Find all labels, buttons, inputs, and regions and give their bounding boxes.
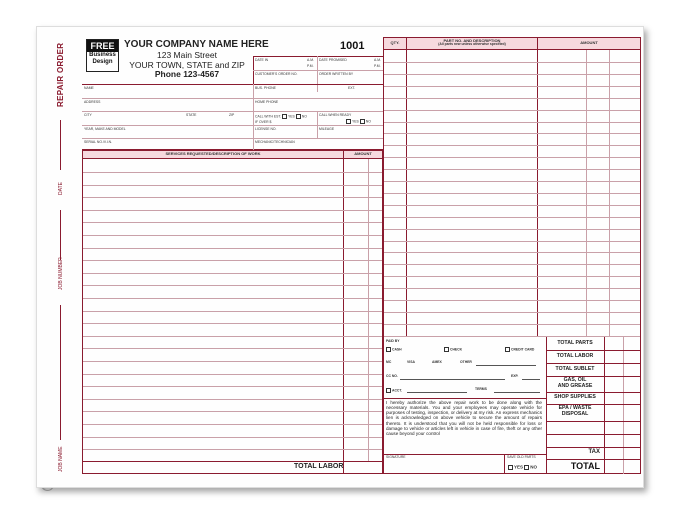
signature-label: SIGNATURE — [386, 455, 406, 459]
company-city-state: YOUR TOWN, STATE and ZIP — [129, 59, 245, 70]
services-row-line — [83, 298, 382, 299]
totals-line — [546, 447, 604, 448]
parts-table — [383, 37, 641, 337]
epa-line1: EPA / WASTE — [558, 405, 592, 411]
parts-row-line — [384, 300, 640, 301]
save-parts-divider — [504, 454, 505, 474]
call-ready-yes-checkbox[interactable] — [346, 119, 351, 124]
name-label: NAME — [84, 86, 94, 90]
parts-row-line — [384, 110, 640, 111]
terms-line — [494, 392, 540, 393]
credit-card-checkbox[interactable] — [505, 347, 510, 352]
totals-value-line — [604, 459, 640, 460]
ext-label: EXT. — [348, 86, 356, 90]
no-text-2: NO — [365, 119, 371, 124]
total-parts-label: TOTAL PARTS — [557, 340, 593, 346]
credit-card-option — [505, 347, 534, 352]
services-row-line — [83, 374, 382, 375]
parts-row-line — [384, 181, 640, 182]
services-header: SERVICES REQUESTED/DESCRIPTION OF WORK — [83, 151, 343, 159]
grid-line — [82, 111, 383, 112]
no-text: NO — [301, 114, 307, 119]
job-number-side-line — [60, 210, 61, 260]
epa-line2: DISPOSAL — [561, 410, 589, 417]
call-when-ready-label: CALL WHEN READY — [319, 113, 352, 117]
auth-divider — [383, 398, 546, 399]
terms-label: TERMS — [475, 387, 487, 391]
call-est-no-checkbox[interactable] — [296, 114, 301, 119]
visa-label: VISA — [407, 360, 415, 364]
services-row-line — [83, 323, 382, 324]
parts-row-line — [384, 324, 640, 325]
grid-line — [82, 125, 383, 126]
job-name-side-line — [60, 305, 61, 440]
date-in-label: DATE IN — [255, 58, 269, 62]
services-row-line — [83, 311, 382, 312]
call-with-est-text: CALL WITH EST. — [255, 114, 282, 119]
totals-value-line — [604, 421, 640, 422]
parts-row-line — [384, 145, 640, 146]
bus-phone-label: BUS. PHONE — [255, 86, 276, 90]
grid-line — [82, 84, 383, 85]
parts-row-line — [384, 312, 640, 313]
services-row-line — [83, 386, 382, 387]
call-with-est-label — [255, 114, 307, 119]
save-yes-text: YES — [514, 464, 524, 470]
address-label: ADDRESS — [84, 100, 101, 104]
logo-business: Business — [89, 52, 116, 58]
parts-row-line — [384, 264, 640, 265]
parts-qty-divider — [406, 38, 407, 336]
amex-label: AMEX — [432, 360, 442, 364]
totals-cents-divider — [623, 337, 624, 474]
order-written-by-label: ORDER WRITTEN BY — [319, 72, 354, 76]
mechanic-label: MECHANIC/TECHNICIAN — [255, 140, 295, 144]
pm-label: P.M. — [307, 64, 314, 68]
parts-row-line — [384, 86, 640, 87]
parts-row-line — [384, 169, 640, 170]
services-amount-header: AMOUNT — [344, 151, 382, 159]
city-label: CITY — [84, 113, 92, 117]
check-option — [444, 347, 462, 352]
mc-label: MC — [386, 360, 392, 364]
gas-oil-line2: AND GREASE — [557, 382, 593, 389]
logo-free: FREE — [87, 40, 118, 52]
pm-label-2: P.M. — [374, 64, 381, 68]
gas-oil-line1: GAS, OIL — [563, 377, 587, 383]
exp-label: EXP. — [511, 374, 519, 378]
parts-row-line — [384, 276, 640, 277]
customer-order-no-label: CUSTOMER'S ORDER NO. — [255, 72, 298, 76]
totals-value-line — [604, 376, 640, 377]
parts-row-line — [384, 74, 640, 75]
totals-value-line — [604, 392, 640, 393]
services-row-line — [83, 235, 382, 236]
services-row-line — [83, 248, 382, 249]
parts-row-line — [384, 217, 640, 218]
parts-amount-header: AMOUNT — [538, 38, 640, 50]
logo-design: Design — [92, 59, 113, 65]
grid-line — [317, 56, 318, 92]
home-phone-label: HOME PHONE — [255, 100, 279, 104]
tax-label: TAX — [588, 449, 600, 455]
shop-supplies-label: SHOP SUPPLIES — [554, 394, 596, 400]
cc-no-label: CC NO. — [386, 374, 398, 378]
parts-row-line — [384, 122, 640, 123]
company-name: YOUR COMPANY NAME HERE — [124, 39, 269, 50]
license-no-label: LICENSE NO. — [255, 127, 277, 131]
grand-total-label: TOTAL — [570, 461, 600, 471]
epa-waste-label — [546, 406, 604, 417]
year-make-model-label: YEAR, MAKE AND MODEL — [84, 127, 126, 131]
parts-row-line — [384, 193, 640, 194]
date-side-line — [60, 120, 61, 170]
parts-row-line — [384, 133, 640, 134]
services-row-line — [83, 185, 382, 186]
form-number: 1001 — [340, 40, 365, 52]
grid-line — [317, 111, 318, 138]
parts-row-line — [384, 157, 640, 158]
services-total-line — [82, 461, 383, 462]
am-label-2: A.M. — [374, 58, 381, 62]
grid-line — [253, 84, 254, 150]
grid-line — [82, 138, 383, 139]
services-row-line — [83, 197, 382, 198]
call-ready-options — [346, 119, 371, 124]
exp-line — [522, 379, 540, 380]
parts-header-title: PART NO. AND DESCRIPTION — [443, 38, 501, 43]
services-row-line — [83, 449, 382, 450]
zip-label: ZIP — [229, 113, 235, 117]
authorization-text: I hereby authorize the above repair work to be done along with the necessary materials. You and your employees may operate vehicle for purposes of testing, inspection, or delivery at my risk. An express mechanics lien is acknowledged on above vehicle to secure the amount of repairs thereto. It is understood that you will not be held responsible for loss or damage to vehicle or articles left in vehicle in case of fire, theft or any other cause beyond your control — [386, 400, 542, 436]
services-row-line — [83, 210, 382, 211]
services-row-line — [83, 172, 382, 173]
parts-header-subtitle: (All parts new unless otherwise specified) — [438, 42, 506, 47]
save-parts-no-checkbox[interactable] — [524, 465, 529, 470]
paid-by-label: PAID BY — [386, 339, 400, 343]
services-table — [82, 150, 383, 474]
serial-no-label: SERIAL NO./V.I.N. — [84, 140, 113, 144]
save-parts-options — [508, 465, 537, 470]
totals-value-line — [604, 363, 640, 364]
services-row-line — [83, 260, 382, 261]
totals-line — [546, 363, 604, 364]
cash-option — [386, 347, 402, 352]
yes-text-2: YES — [352, 119, 359, 124]
date-promised-label: DATE PROMISED — [319, 58, 347, 62]
parts-row-line — [384, 229, 640, 230]
totals-value-line — [604, 404, 640, 405]
parts-row-line — [384, 241, 640, 242]
total-labor-label: TOTAL LABOR — [556, 353, 594, 359]
gas-oil-label — [546, 378, 604, 389]
company-phone: Phone 123-4567 — [154, 69, 220, 79]
other-label: OTHER — [460, 360, 472, 364]
services-row-line — [83, 285, 382, 286]
cash-text: CASH — [392, 347, 402, 352]
save-parts-yes-checkbox[interactable] — [508, 465, 513, 470]
check-text: CHECK — [450, 347, 463, 352]
services-row-line — [83, 361, 382, 362]
save-old-parts-label: SAVE OLD PARTS — [507, 455, 536, 459]
services-row-line — [83, 348, 382, 349]
parts-row-line — [384, 252, 640, 253]
state-label: STATE — [186, 113, 197, 117]
parts-row-line — [384, 98, 640, 99]
call-est-yes-checkbox[interactable] — [282, 114, 287, 119]
services-row-line — [83, 273, 382, 274]
if-over-label: IF OVER $ — [255, 120, 272, 124]
services-row-line — [83, 222, 382, 223]
repair-order-side-title: REPAIR ORDER — [56, 42, 65, 107]
totals-value-line — [604, 434, 640, 435]
services-row-line — [83, 336, 382, 337]
totals-line — [546, 392, 604, 393]
date-side-label: DATE — [58, 182, 64, 195]
totals-line — [546, 350, 604, 351]
totals-divider — [604, 337, 605, 474]
services-row-line — [83, 399, 382, 400]
parts-description-header — [407, 38, 537, 50]
parts-row-line — [384, 288, 640, 289]
company-street: 123 Main Street — [156, 50, 217, 60]
mileage-label: MILEAGE — [319, 127, 335, 131]
parts-qty-header: QTY. — [384, 38, 406, 50]
grid-line — [82, 98, 383, 99]
credit-card-text: CREDIT CARD — [511, 347, 535, 352]
call-ready-no-checkbox[interactable] — [360, 119, 365, 124]
check-checkbox[interactable] — [444, 347, 449, 352]
totals-line — [546, 459, 604, 460]
totals-labels — [546, 337, 604, 474]
job-number-side-label: JOB NUMBER — [58, 257, 64, 290]
parts-amount-divider — [537, 38, 538, 336]
other-line — [476, 365, 536, 366]
services-total-labor: TOTAL LABOR — [294, 463, 344, 470]
totals-line — [546, 434, 604, 435]
services-row-line — [83, 424, 382, 425]
grid-line — [253, 56, 383, 57]
cash-checkbox[interactable] — [386, 347, 391, 352]
totals-value-line — [604, 350, 640, 351]
acct-checkbox[interactable] — [386, 388, 391, 393]
services-row-line — [83, 437, 382, 438]
parts-row-line — [384, 205, 640, 206]
total-sublet-label: TOTAL SUBLET — [555, 366, 595, 372]
cc-no-line — [400, 379, 505, 380]
acct-option — [386, 388, 402, 393]
totals-line — [546, 421, 604, 422]
am-label: A.M. — [307, 58, 314, 62]
save-no-text: NO — [530, 464, 538, 470]
acct-text: ACCT. — [392, 388, 402, 393]
services-row-line — [83, 411, 382, 412]
totals-value-line — [604, 447, 640, 448]
job-name-side-label: JOB NAME — [58, 446, 64, 472]
acct-line — [407, 392, 467, 393]
parts-row-line — [384, 62, 640, 63]
grid-line — [253, 70, 383, 71]
yes-text: YES — [288, 114, 295, 119]
